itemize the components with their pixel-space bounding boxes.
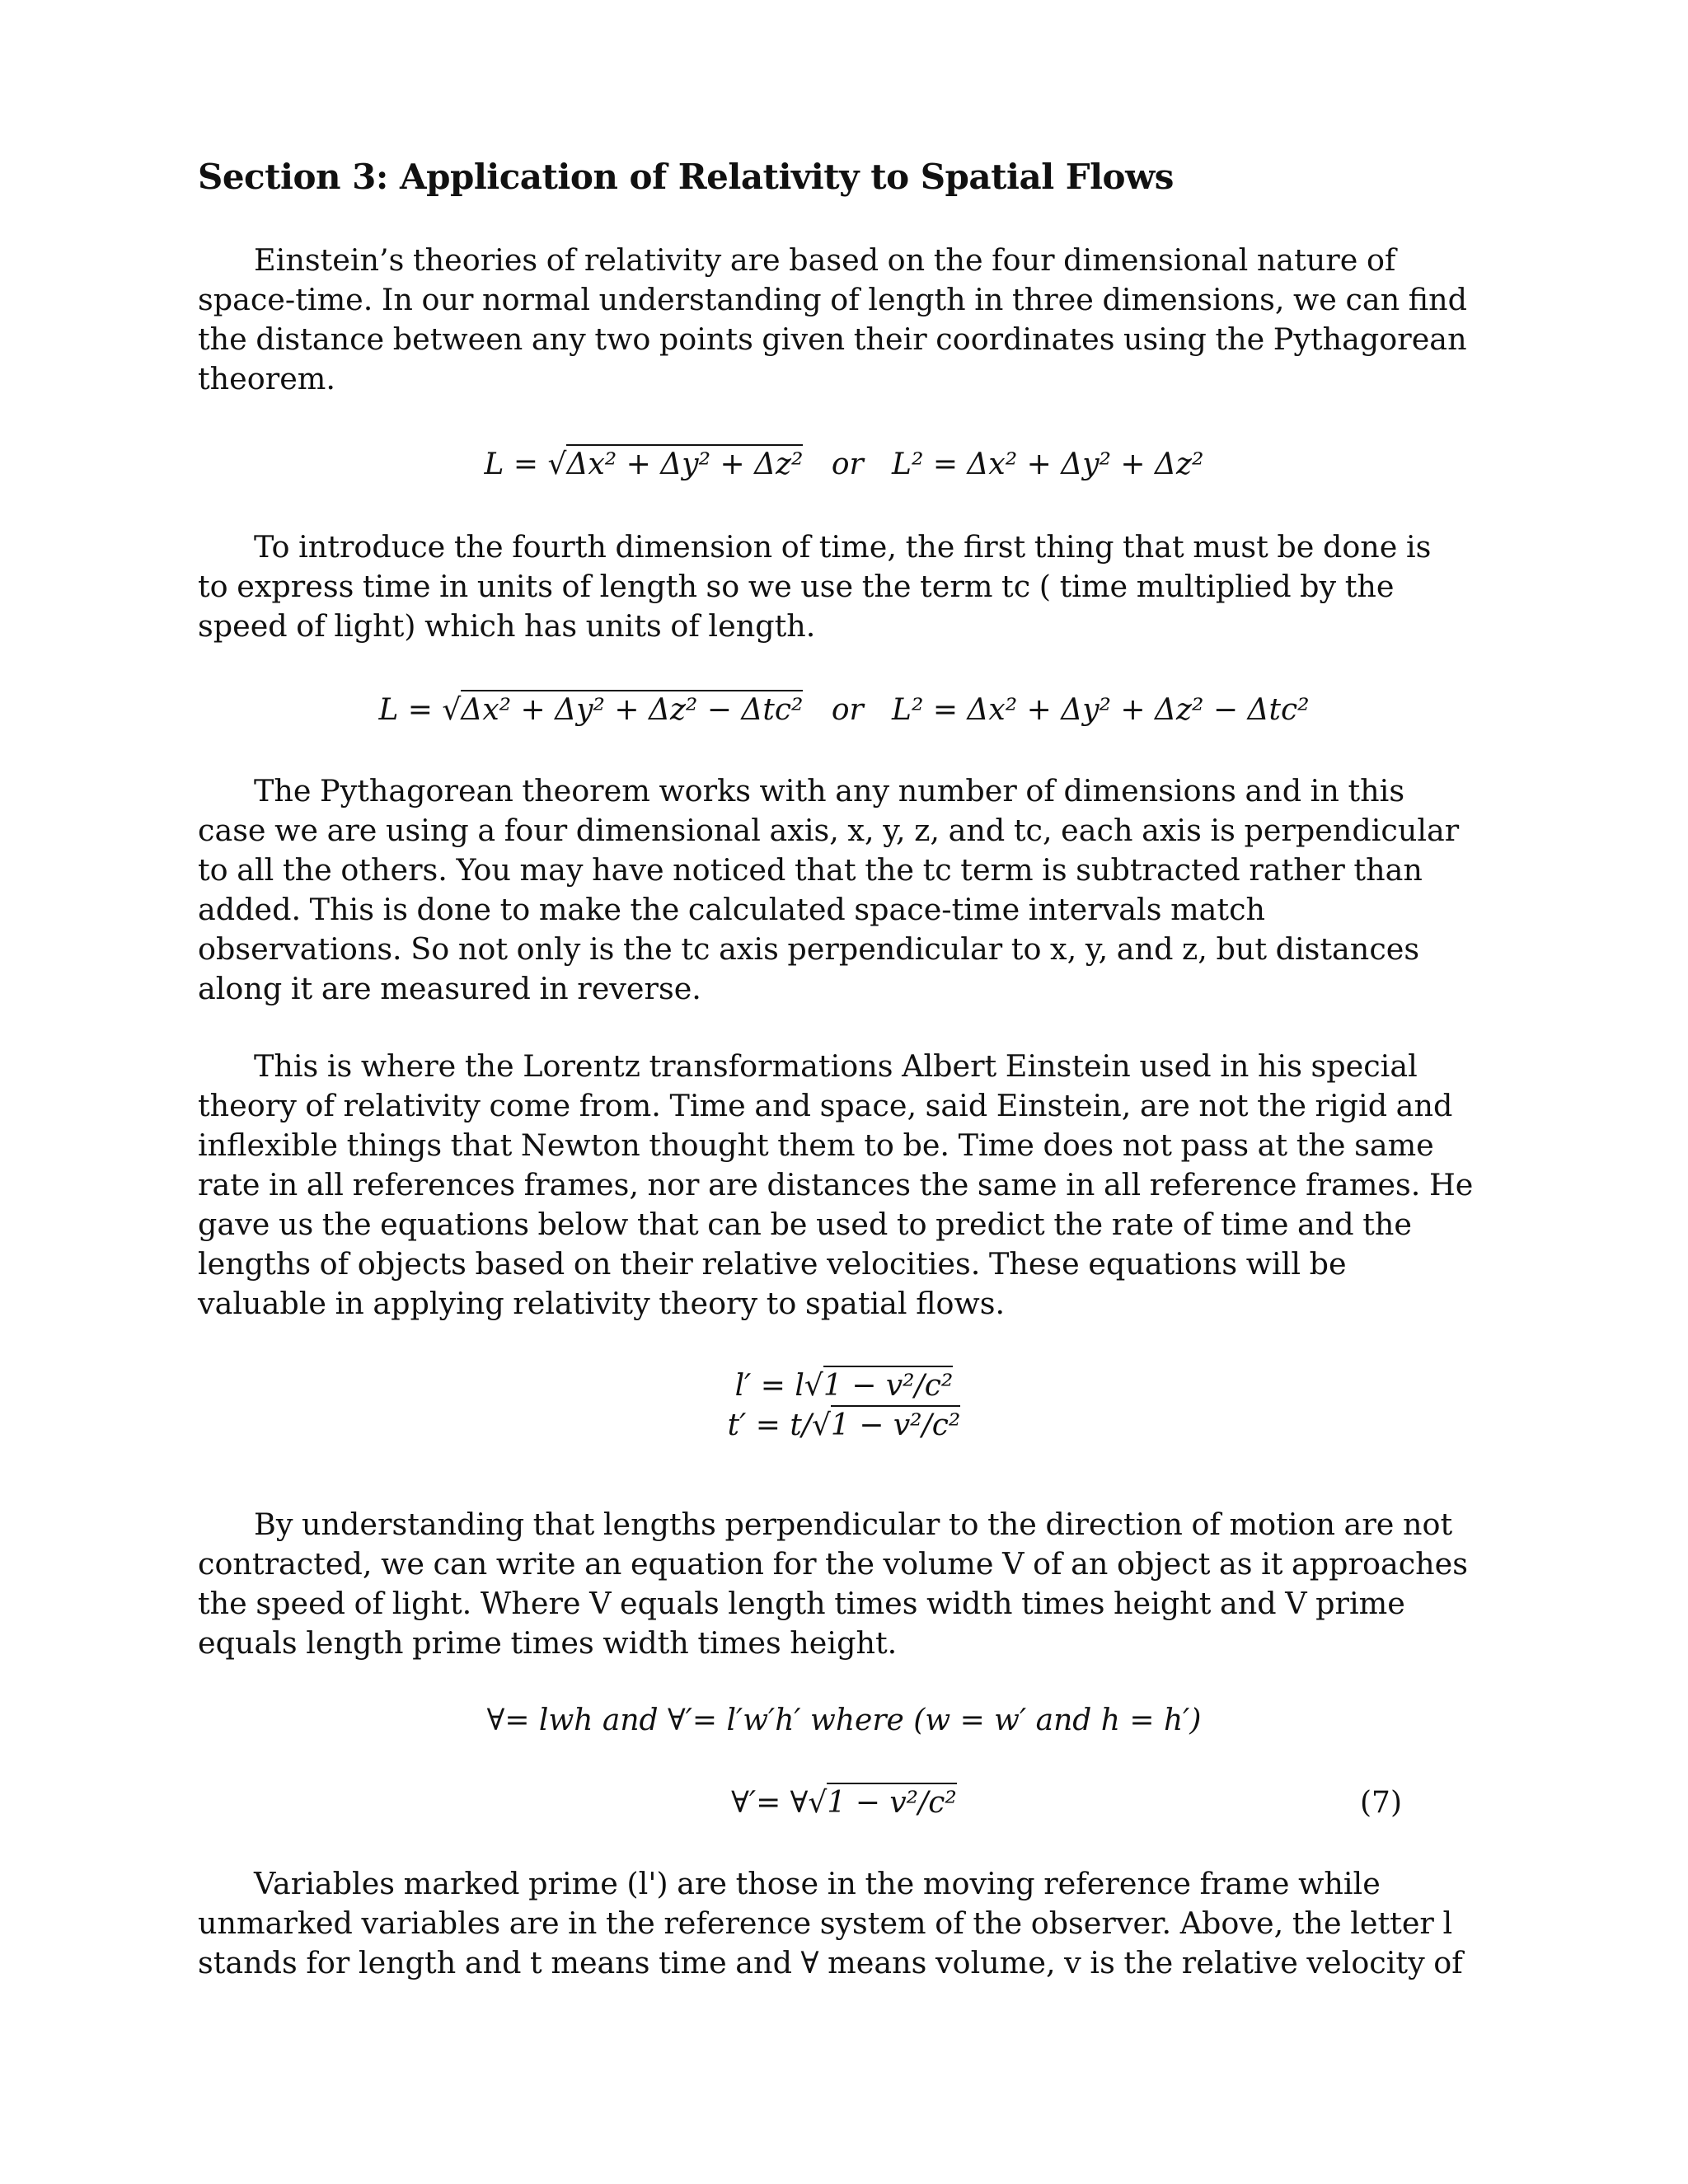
paragraph-line: stands for length and t means time and ∀ means volume, v is the relative velocity of xyxy=(198,1945,1463,1980)
sqrt-sign: √ xyxy=(804,1369,823,1403)
sqrt-sign: √ xyxy=(547,448,567,481)
eq-or: or xyxy=(831,448,864,481)
eq-rhs: L² = Δx² + Δy² + Δz² xyxy=(892,448,1204,481)
paragraph-line: to express time in units of length so we use the term tc ( time multiplied by the xyxy=(198,569,1395,604)
eq-radicand: Δx² + Δy² + Δz² xyxy=(566,444,803,481)
paragraph-line: case we are using a four dimensional axis, x, y, z, and tc, each axis is perpendicular xyxy=(198,813,1460,848)
paragraph-line: speed of light) which has units of length. xyxy=(198,608,816,644)
paragraph-line: theory of relativity come from. Time and space, said Einstein, are not the rigid and xyxy=(198,1088,1453,1123)
paragraph-line: rate in all references frames, nor are distances the same in all reference frames. He xyxy=(198,1167,1474,1202)
eq-lhs: ∀′= ∀ xyxy=(731,1786,809,1820)
paragraph-2 xyxy=(198,527,1492,646)
eq-lhs: t′ = t/ xyxy=(727,1408,812,1442)
section-heading: Section 3: Application of Relativity to Spatial Flows xyxy=(198,157,1174,197)
paragraph-line: valuable in applying relativity theory to spatial flows. xyxy=(198,1286,1006,1321)
equation-volume-contraction xyxy=(0,1783,1688,1823)
eq-rhs: L² = Δx² + Δy² + Δz² − Δtc² xyxy=(892,693,1310,727)
equation-number: (7) xyxy=(1360,1786,1402,1820)
equation-time-dilation xyxy=(0,1406,1688,1446)
paragraph-line: space-time. In our normal understanding of length in three dimensions, we can find xyxy=(198,282,1468,317)
eq-radicand: 1 − v²/c² xyxy=(827,1783,956,1820)
paragraph-line: the distance between any two points given their coordinates using the Pythagorean xyxy=(198,321,1467,357)
eq-radicand: 1 − v²/c² xyxy=(823,1366,953,1403)
equation-volume-definition xyxy=(0,1701,1688,1741)
paragraph-line: added. This is done to make the calculated space-time intervals match xyxy=(198,892,1266,927)
equation-distance-3d xyxy=(0,445,1688,485)
eq-text: ∀= lwh and ∀′= l′w′h′ where (w = w′ and h = h′) xyxy=(486,1704,1202,1737)
paragraph-4 xyxy=(198,1047,1492,1324)
eq-lhs: L = xyxy=(378,693,433,727)
sqrt-sign: √ xyxy=(811,1408,831,1442)
paragraph-5 xyxy=(198,1505,1492,1663)
paragraph-line: theorem. xyxy=(198,361,336,396)
paragraph-1 xyxy=(198,241,1492,399)
sqrt-sign: √ xyxy=(808,1786,828,1820)
paragraph-line: gave us the equations below that can be used to predict the rate of time and the xyxy=(198,1207,1413,1242)
paragraph-line: This is where the Lorentz transformations Albert Einstein used in his special xyxy=(254,1048,1418,1084)
paragraph-line: By understanding that lengths perpendicular to the direction of motion are not xyxy=(254,1507,1453,1542)
equation-spacetime-interval xyxy=(0,691,1688,730)
paragraph-line: contracted, we can write an equation for the volume V of an object as it approaches xyxy=(198,1546,1468,1582)
eq-radicand: Δx² + Δy² + Δz² − Δtc² xyxy=(461,690,803,727)
paragraph-line: To introduce the fourth dimension of time, the first thing that must be done is xyxy=(254,529,1432,565)
paragraph-line: The Pythagorean theorem works with any number of dimensions and in this xyxy=(254,773,1405,808)
paragraph-line: unmarked variables are in the reference system of the observer. Above, the letter l xyxy=(198,1905,1453,1941)
sqrt-sign: √ xyxy=(442,693,462,727)
eq-lhs: L = xyxy=(484,448,539,481)
paragraph-6 xyxy=(198,1864,1492,1983)
paragraph-line: Einstein’s theories of relativity are based on the four dimensional nature of xyxy=(254,242,1396,278)
paragraph-line: observations. So not only is the tc axis perpendicular to x, y, and z, but distances xyxy=(198,931,1420,967)
paragraph-3 xyxy=(198,771,1492,1009)
paragraph-line: Variables marked prime (l') are those in the moving reference frame while xyxy=(254,1866,1381,1901)
eq-or: or xyxy=(831,693,864,727)
eq-radicand: 1 − v²/c² xyxy=(831,1405,960,1442)
eq-lhs: l′ = l xyxy=(734,1369,804,1403)
equation-length-contraction xyxy=(0,1366,1688,1406)
paragraph-line: to all the others. You may have noticed that the tc term is subtracted rather than xyxy=(198,852,1423,888)
paragraph-line: lengths of objects based on their relative velocities. These equations will be xyxy=(198,1246,1347,1282)
paragraph-line: along it are measured in reverse. xyxy=(198,971,701,1006)
paragraph-line: the speed of light. Where V equals length times width times height and V prime xyxy=(198,1586,1405,1621)
paragraph-line: equals length prime times width times height. xyxy=(198,1625,898,1661)
paragraph-line: inflexible things that Newton thought them to be. Time does not pass at the same xyxy=(198,1127,1434,1163)
